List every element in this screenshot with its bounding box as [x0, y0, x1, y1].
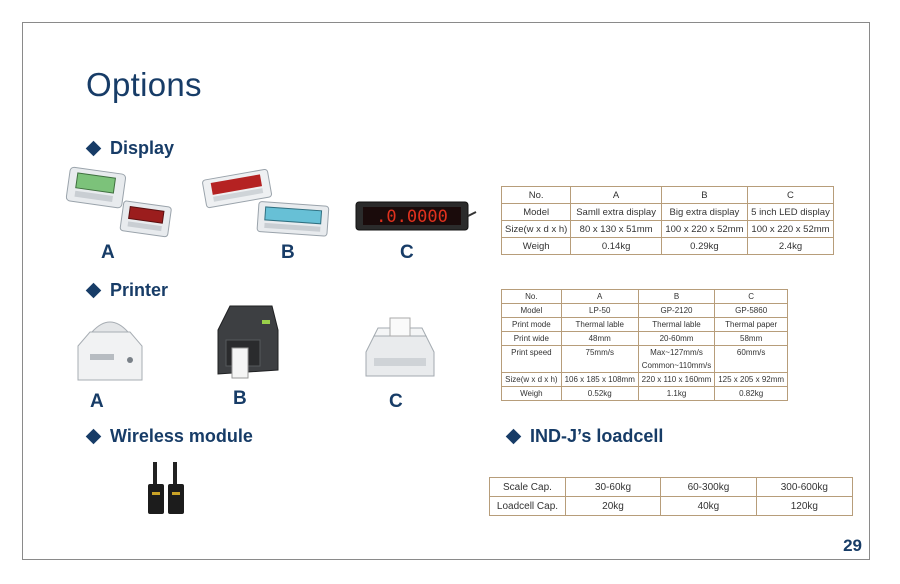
table-cell: GP-2120 [638, 304, 715, 318]
table-cell: Thermal lable [638, 318, 715, 332]
section-loadcell-heading [508, 426, 663, 447]
printer-table-body [502, 290, 788, 401]
table-cell: Samll extra display [571, 204, 662, 221]
table-cell: 125 x 205 x 92mm [715, 373, 788, 387]
table-cell: Thermal lable [561, 318, 638, 332]
display-letter-b: B [281, 242, 295, 263]
table-cell: Loadcell Cap. [490, 497, 566, 516]
printer-c-image [360, 318, 440, 384]
table-cell: 220 x 110 x 160mm [638, 373, 715, 387]
table-cell: Weigh [502, 238, 571, 255]
table-cell: GP-5860 [715, 304, 788, 318]
table-cell [561, 359, 638, 373]
table-cell: Print mode [502, 318, 562, 332]
table-row [502, 204, 834, 221]
table-row [502, 221, 834, 238]
table-cell: Big extra display [661, 204, 747, 221]
table-row [502, 332, 788, 346]
diamond-bullet-icon [86, 283, 102, 299]
table-row [502, 238, 834, 255]
table-row [490, 478, 853, 497]
printer-spec-table [501, 289, 788, 401]
display-spec-table [501, 186, 834, 255]
display-letter-c: C [400, 242, 414, 263]
table-row [502, 187, 834, 204]
table-cell: Size(w x d x h) [502, 221, 571, 238]
table-cell: C [715, 290, 788, 304]
table-row [502, 318, 788, 332]
display-b-image [200, 168, 330, 240]
table-cell: LP-50 [561, 304, 638, 318]
table-row [490, 497, 853, 516]
display-table-body [502, 187, 834, 255]
table-cell: Size(w x d x h) [502, 373, 562, 387]
table-cell: B [661, 187, 747, 204]
table-cell [502, 359, 562, 373]
table-cell: Model [502, 304, 562, 318]
display-a-image [62, 162, 177, 242]
table-cell: 40kg [661, 497, 757, 516]
table-cell: 58mm [715, 332, 788, 346]
table-cell: A [561, 290, 638, 304]
table-cell [715, 359, 788, 373]
table-cell: No. [502, 290, 562, 304]
table-cell: 60-300kg [661, 478, 757, 497]
table-cell: Weigh [502, 387, 562, 401]
section-wireless-label: Wireless module [110, 426, 253, 446]
wireless-module-image [145, 462, 195, 518]
diamond-bullet-icon [86, 141, 102, 157]
table-cell: Max~127mm/s [638, 346, 715, 360]
printer-letter-a: A [90, 391, 104, 412]
table-cell: 2.4kg [747, 238, 833, 255]
section-printer-label: Printer [110, 280, 169, 300]
table-cell: 20kg [565, 497, 660, 516]
table-cell: B [638, 290, 715, 304]
table-cell: No. [502, 187, 571, 204]
loadcell-spec-table [489, 477, 853, 516]
diamond-bullet-icon [86, 429, 102, 445]
table-cell: 0.52kg [561, 387, 638, 401]
table-row [502, 346, 788, 360]
section-display-heading [88, 138, 174, 159]
section-wireless-heading [88, 426, 253, 447]
table-cell: 0.14kg [571, 238, 662, 255]
table-cell: C [747, 187, 833, 204]
table-cell: 300-600kg [756, 478, 852, 497]
table-row [502, 290, 788, 304]
table-cell: 106 x 185 x 108mm [561, 373, 638, 387]
table-cell: Thermal paper [715, 318, 788, 332]
table-cell: 48mm [561, 332, 638, 346]
section-printer-heading [88, 280, 168, 301]
table-cell: 0.29kg [661, 238, 747, 255]
table-cell: 100 x 220 x 52mm [661, 221, 747, 238]
table-row [502, 387, 788, 401]
diamond-bullet-icon [506, 429, 522, 445]
table-cell: 20-60mm [638, 332, 715, 346]
table-cell: 5 inch LED display [747, 204, 833, 221]
page-title: Options [86, 66, 202, 103]
display-c-led-image [355, 200, 477, 232]
printer-a-image [72, 310, 152, 386]
table-cell: 30-60kg [565, 478, 660, 497]
table-cell: A [571, 187, 662, 204]
table-cell: 60mm/s [715, 346, 788, 360]
printer-letter-b: B [233, 388, 247, 409]
table-cell: 100 x 220 x 52mm [747, 221, 833, 238]
section-loadcell-label: IND-J’s loadcell [530, 426, 664, 446]
table-cell: Scale Cap. [490, 478, 566, 497]
table-cell: 80 x 130 x 51mm [571, 221, 662, 238]
table-cell: 0.82kg [715, 387, 788, 401]
section-display-label: Display [110, 138, 175, 158]
table-cell: Print wide [502, 332, 562, 346]
printer-b-image [212, 300, 282, 384]
table-cell: 120kg [756, 497, 852, 516]
table-cell: 1.1kg [638, 387, 715, 401]
page-number: 29 [843, 536, 862, 555]
loadcell-table-body [490, 478, 853, 516]
led-readout: .0.0000 [376, 207, 448, 227]
table-row [502, 304, 788, 318]
table-row [502, 373, 788, 387]
display-letter-a: A [101, 242, 115, 263]
table-row [502, 359, 788, 373]
table-cell: Print speed [502, 346, 562, 360]
table-cell: 75mm/s [561, 346, 638, 360]
printer-letter-c: C [389, 391, 403, 412]
table-cell: Common~110mm/s [638, 359, 715, 373]
table-cell: Model [502, 204, 571, 221]
